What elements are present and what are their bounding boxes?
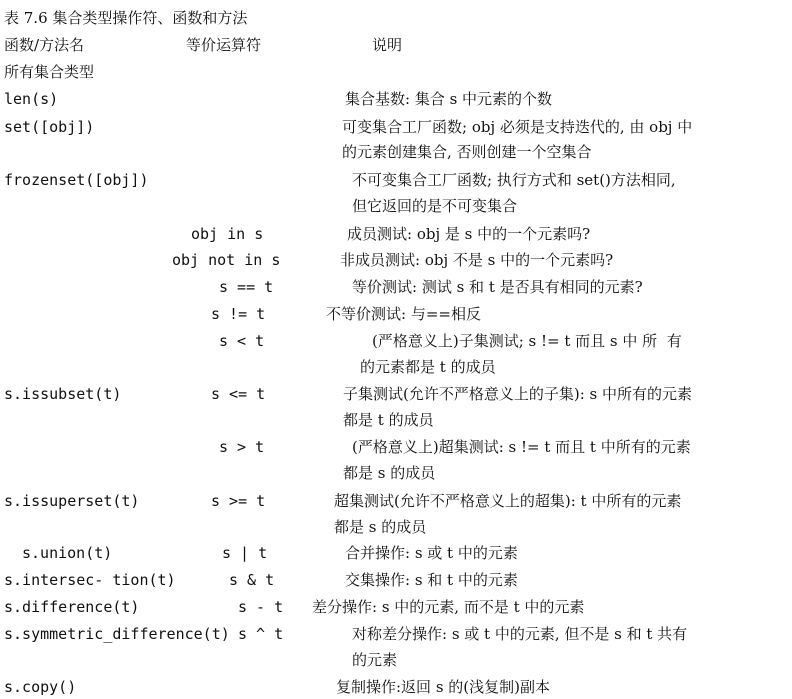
row-desc: 的元素都是 t 的成员 [360, 358, 496, 376]
row-name: set([obj]) [4, 118, 95, 136]
row-name: s.issuperset(t) [4, 492, 140, 510]
row-operator: obj not in s [172, 251, 281, 269]
row-name: s.symmetric_difference(t) [4, 625, 230, 643]
row-name: s.union(t) [22, 544, 113, 562]
section-all-set-types: 所有集合类型 [4, 63, 95, 81]
row-operator: s < t [219, 332, 265, 350]
row-desc: (严格意义上)超集测试: s != t 而且 t 中所有的元素 [352, 438, 691, 456]
row-desc: 都是 t 的成员 [343, 411, 434, 429]
header-name: 函数/方法名 [4, 36, 85, 54]
row-operator: s == t [219, 278, 274, 296]
row-desc: 对称差分操作: s 或 t 中的元素, 但不是 s 和 t 共有 [352, 625, 688, 643]
row-desc: 交集操作: s 和 t 中的元素 [345, 571, 518, 589]
header-operator: 等价运算符 [186, 36, 262, 54]
row-operator: s - t [238, 598, 284, 616]
row-operator: s != t [211, 305, 266, 323]
row-desc: 子集测试(允许不严格意义上的子集): s 中所有的元素 [343, 385, 692, 403]
row-desc: 都是 s 的成员 [334, 518, 427, 536]
header-description: 说明 [372, 36, 403, 54]
row-desc: 的元素创建集合, 否则创建一个空集合 [342, 143, 592, 161]
table-caption: 表 7.6 集合类型操作符、函数和方法 [4, 9, 248, 27]
row-desc: (严格意义上)子集测试; s != t 而且 s 中 所 有 [372, 332, 682, 350]
row-desc: 非成员测试: obj 不是 s 中的一个元素吗? [340, 251, 614, 269]
row-operator: s & t [229, 571, 275, 589]
row-desc: 但它返回的是不可变集合 [352, 197, 518, 215]
row-desc: 超集测试(允许不严格意义上的超集): t 中所有的元素 [334, 492, 682, 510]
row-desc: 等价测试: 测试 s 和 t 是否具有相同的元素? [352, 278, 643, 296]
row-name: s.intersec- tion(t) [4, 571, 176, 589]
row-operator: s | t [222, 544, 268, 562]
row-name: s.issubset(t) [4, 385, 122, 403]
row-desc: 成员测试: obj 是 s 中的一个元素吗? [347, 225, 591, 243]
row-desc: 不可变集合工厂函数; 执行方式和 set()方法相同, [352, 171, 676, 189]
row-desc: 合并操作: s 或 t 中的元素 [345, 544, 518, 562]
row-desc: 都是 s 的成员 [343, 464, 436, 482]
row-operator: obj in s [191, 225, 264, 243]
row-operator: s <= t [211, 385, 266, 403]
row-desc: 的元素 [352, 651, 398, 669]
row-operator: s ^ t [238, 625, 284, 643]
row-desc: 差分操作: s 中的元素, 而不是 t 中的元素 [312, 598, 585, 616]
row-desc: 不等价测试: 与==相反 [326, 305, 481, 323]
row-name: s.copy() [4, 678, 77, 696]
row-operator: s > t [219, 438, 265, 456]
row-name: s.difference(t) [4, 598, 140, 616]
row-name: frozenset([obj]) [4, 171, 149, 189]
row-name: len(s) [4, 90, 59, 108]
row-desc: 集合基数: 集合 s 中元素的个数 [345, 90, 553, 108]
row-desc: 复制操作:返回 s 的(浅复制)副本 [336, 678, 550, 696]
row-operator: s >= t [211, 492, 266, 510]
row-desc: 可变集合工厂函数; obj 必须是支持迭代的, 由 obj 中 [342, 118, 693, 136]
